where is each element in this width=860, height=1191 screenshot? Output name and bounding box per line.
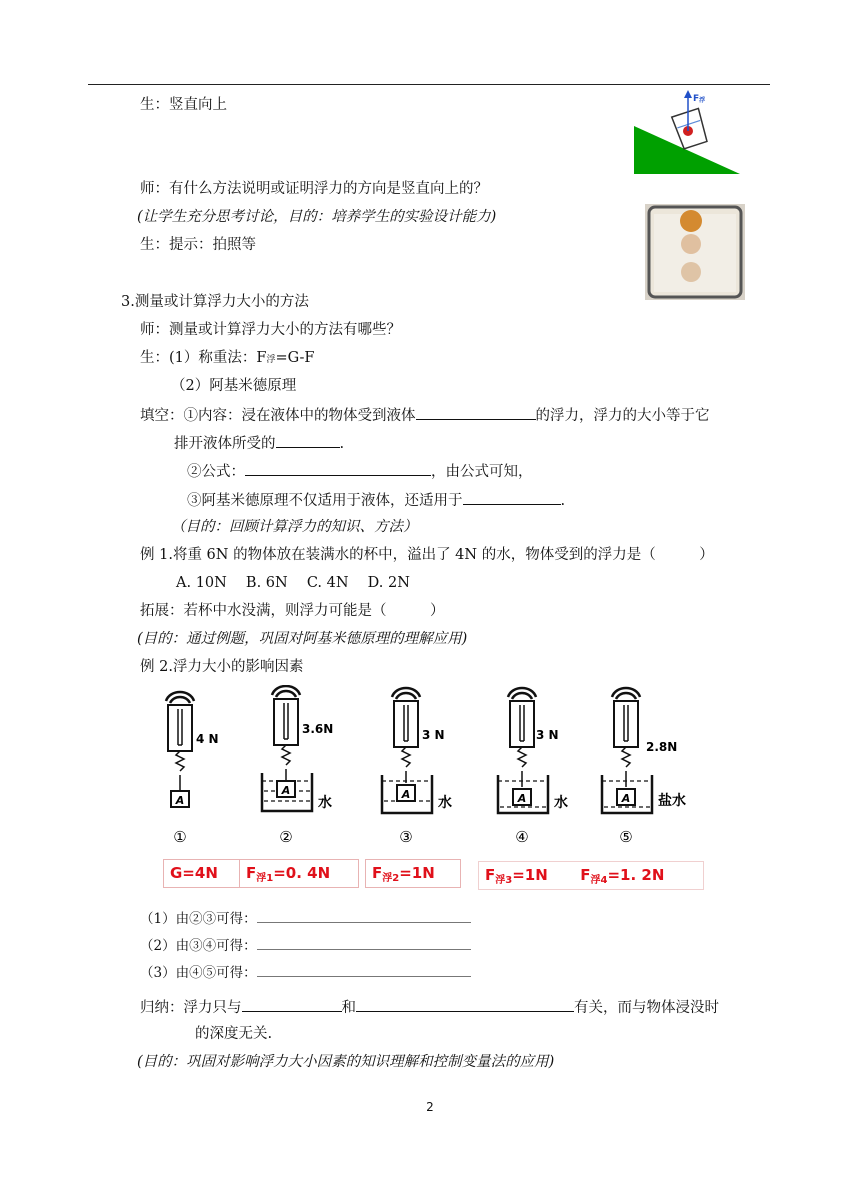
line-fill-content: 填空：①内容：浸在液体中的物体受到液体 的浮力，浮力的大小等于它 — [140, 405, 710, 426]
line-purpose-4: (目的：巩固对影响浮力大小因素的知识理解和控制变量法的应用) — [137, 1054, 555, 1070]
svg-text:A: A — [621, 792, 631, 805]
scale-3-liquid: 水 — [438, 795, 452, 811]
line-teacher-methods: 师：测量或计算浮力大小的方法有哪些？ — [140, 322, 401, 338]
blank-liquid-direction[interactable] — [416, 405, 536, 420]
scale-2 — [262, 686, 333, 845]
scale-5-number: ⑤ — [619, 828, 633, 845]
blank-conclusion-1[interactable] — [257, 910, 471, 923]
line-fill-content-2: 排开液体所受的 . — [174, 433, 344, 454]
line-summary-2: 的深度无关. — [195, 1026, 273, 1042]
beaker-photo — [645, 204, 745, 300]
scale-4-liquid: 水 — [554, 795, 568, 811]
blank-factor-2[interactable] — [356, 997, 574, 1012]
scale-3 — [382, 688, 452, 845]
line-example-1: 例 1.将重 6N 的物体放在装满水的杯中，溢出了 4N 的水，物体受到的浮力是（ ） — [140, 547, 714, 563]
blank-formula[interactable] — [245, 461, 431, 476]
blank-factor-1[interactable] — [242, 997, 342, 1012]
line-fill-gas: ③阿基米德原理不仅适用于液体，还适用于 . — [187, 490, 565, 511]
line-summary: 归纳：浮力只与 和 有关，而与物体浸没时 — [140, 997, 719, 1018]
svg-text:A: A — [517, 792, 527, 805]
svg-text:A: A — [175, 794, 185, 807]
line-weighing-method: 生：(1）称重法：F浮=G-F — [140, 350, 315, 366]
line-conclusion-3: （3）由④⑤可得： — [140, 963, 471, 983]
line-conclusion-1: （1）由②③可得： — [140, 909, 471, 929]
line-purpose-2: （目的：回顾计算浮力的知识、方法） — [171, 519, 418, 535]
scale-1 — [166, 692, 219, 845]
line-teacher-question: 师：有什么方法说明或证明浮力的方向是竖直向上的？ — [140, 181, 488, 197]
spring-scale-experiments — [150, 685, 710, 845]
line-fill-formula: ②公式： ，由公式可知， — [187, 461, 533, 482]
scale-2-liquid: 水 — [318, 795, 332, 811]
line-purpose-3: (目的：通过例题，巩固对阿基米德原理的理解应用) — [137, 631, 468, 647]
line-student-hint: 生：提示：拍照等 — [140, 237, 256, 253]
svg-text:A: A — [401, 788, 411, 801]
header-rule — [88, 84, 770, 85]
result-buoyancy-1: $F_{浮1}=0$. 4N — [239, 859, 359, 888]
scale-4 — [498, 688, 568, 845]
scale-2-reading: 3.6N — [302, 722, 334, 736]
scale-2-number: ② — [279, 828, 293, 845]
scale-5 — [602, 688, 686, 845]
line-archimedes: （2）阿基米德原理 — [171, 378, 297, 394]
slope-buoyancy-figure — [632, 86, 744, 178]
scale-5-liquid: 盐水 — [658, 793, 686, 809]
scale-5-reading: 2.8N — [646, 740, 678, 754]
blank-conclusion-3[interactable] — [257, 964, 471, 977]
blank-displaced[interactable] — [276, 433, 340, 448]
scale-3-number: ③ — [399, 828, 413, 845]
line-student-answer: 生：竖直向上 — [140, 97, 227, 113]
result-buoyancy-3-4: $F_{浮3}=1N$ $F_{浮4}=1$. 2N — [478, 861, 704, 890]
blank-applies-to[interactable] — [463, 490, 561, 505]
line-conclusion-2: （2）由③④可得： — [140, 936, 471, 956]
result-buoyancy-2: $F_{浮2}=1N$ — [365, 859, 461, 888]
force-label: F浮 — [693, 94, 706, 104]
scale-1-reading: 4 N — [196, 732, 219, 746]
scale-3-reading: 3 N — [422, 728, 445, 742]
line-example-2: 例 2.浮力大小的影响因素 — [140, 659, 304, 675]
line-extension: 拓展：若杯中水没满，则浮力可能是（ ） — [140, 603, 445, 619]
svg-text:A: A — [281, 784, 291, 797]
blank-conclusion-2[interactable] — [257, 937, 471, 950]
scale-1-number: ① — [173, 828, 187, 845]
page-number: 2 — [426, 1100, 434, 1114]
scale-4-reading: 3 N — [536, 728, 559, 742]
section-heading-3: 3.测量或计算浮力大小的方法 — [121, 294, 309, 310]
scale-4-number: ④ — [515, 828, 529, 845]
line-purpose-1: (让学生充分思考讨论，目的：培养学生的实验设计能力) — [137, 209, 497, 225]
line-example-1-options: A. 10N B. 6N C. 4N D. 2N — [176, 575, 410, 591]
result-weight: G=4N — [163, 859, 245, 888]
